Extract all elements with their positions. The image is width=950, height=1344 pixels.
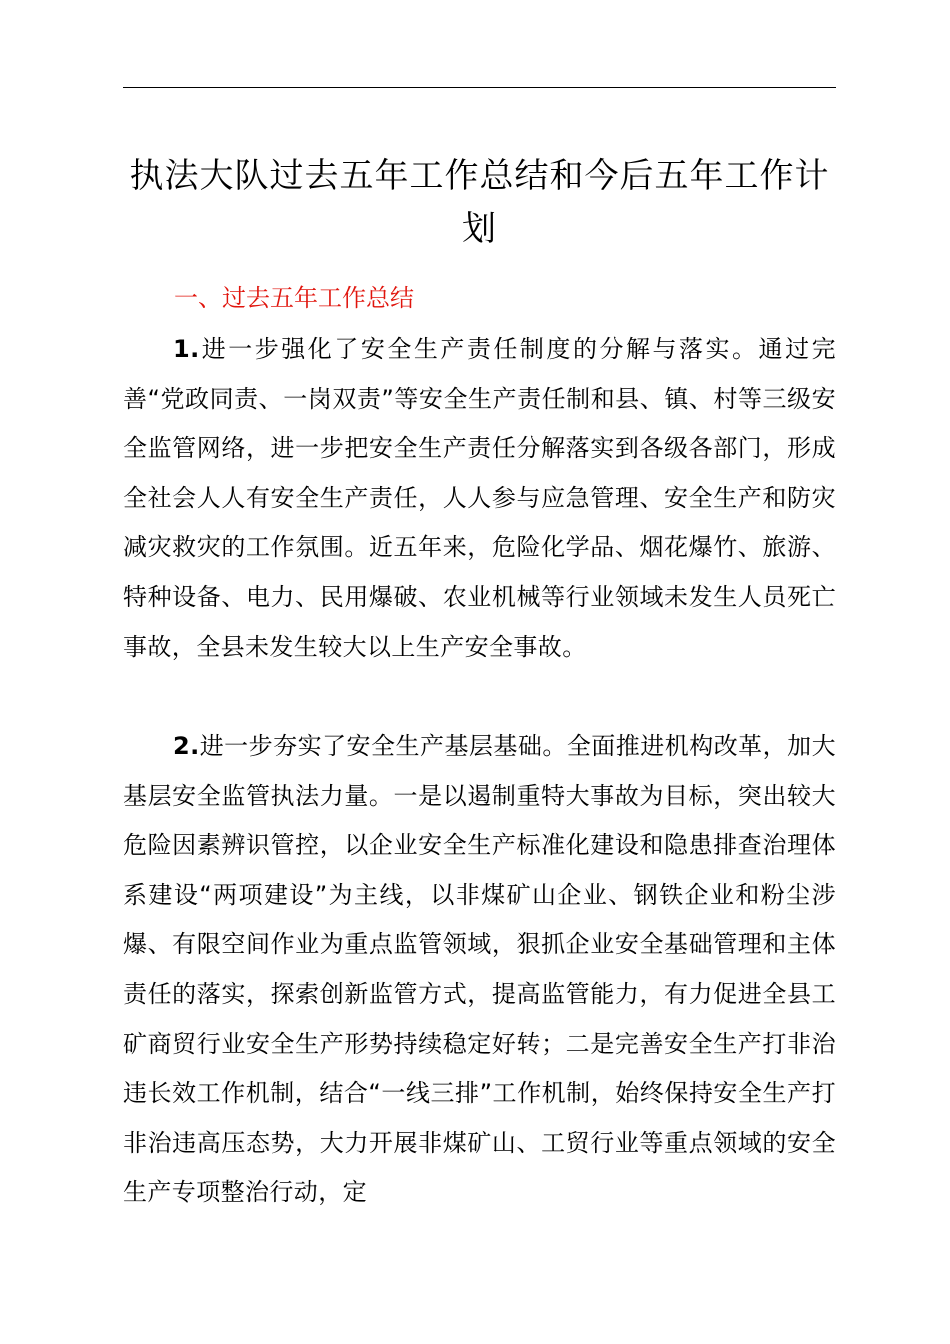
header-rule [123, 87, 836, 88]
paragraph-number: 2. [173, 732, 200, 760]
paragraph-2 [123, 722, 836, 1218]
paragraph-text: 进一步夯实了安全生产基层基础。全面推进机构改革，加大基层安全监管执法力量。一是以遏制重特大事故为目标，突出较大危险因素辨识管控，以企业安全生产标准化建设和隐患排查治理体系建设“两项建设”为主线，以非煤矿山企业、钢铁企业和粉尘涉爆、有限空间作业为重点监管领域，狠抓企业安全基础管理和主体责任的落实，探索创新监管方式，提高监管能力，有力促进全县工矿商贸行业安全生产形势持续稳定好转；二是完善安全生产打非治违长效工作机制，结合“一线三排”工作机制，始终保持安全生产打非治违高压态势，大力开展非煤矿山、工贸行业等重点领域的安全生产专项整治行动，定 [123, 732, 836, 1207]
paragraph-1 [123, 325, 836, 672]
document-title: 执法大队过去五年工作总结和今后五年工作计划 [129, 156, 830, 249]
paragraph-text: 进一步强化了安全生产责任制度的分解与落实。通过完善“党政同责、一岗双责”等安全生产责任制和县、镇、村等三级安全监管网络，进一步把安全生产责任分解落实到各级各部门，形成全社会人人有安全生产责任，人人参与应急管理、安全生产和防灾减灾救灾的工作氛围。近五年来，危险化学品、烟花爆竹、旅游、特种设备、电力、民用爆破、农业机械等行业领域未发生人员死亡事故，全县未发生较大以上生产安全事故。 [123, 335, 836, 661]
section-heading: 一、过去五年工作总结 [174, 284, 414, 312]
paragraph-number: 1. [173, 335, 200, 363]
